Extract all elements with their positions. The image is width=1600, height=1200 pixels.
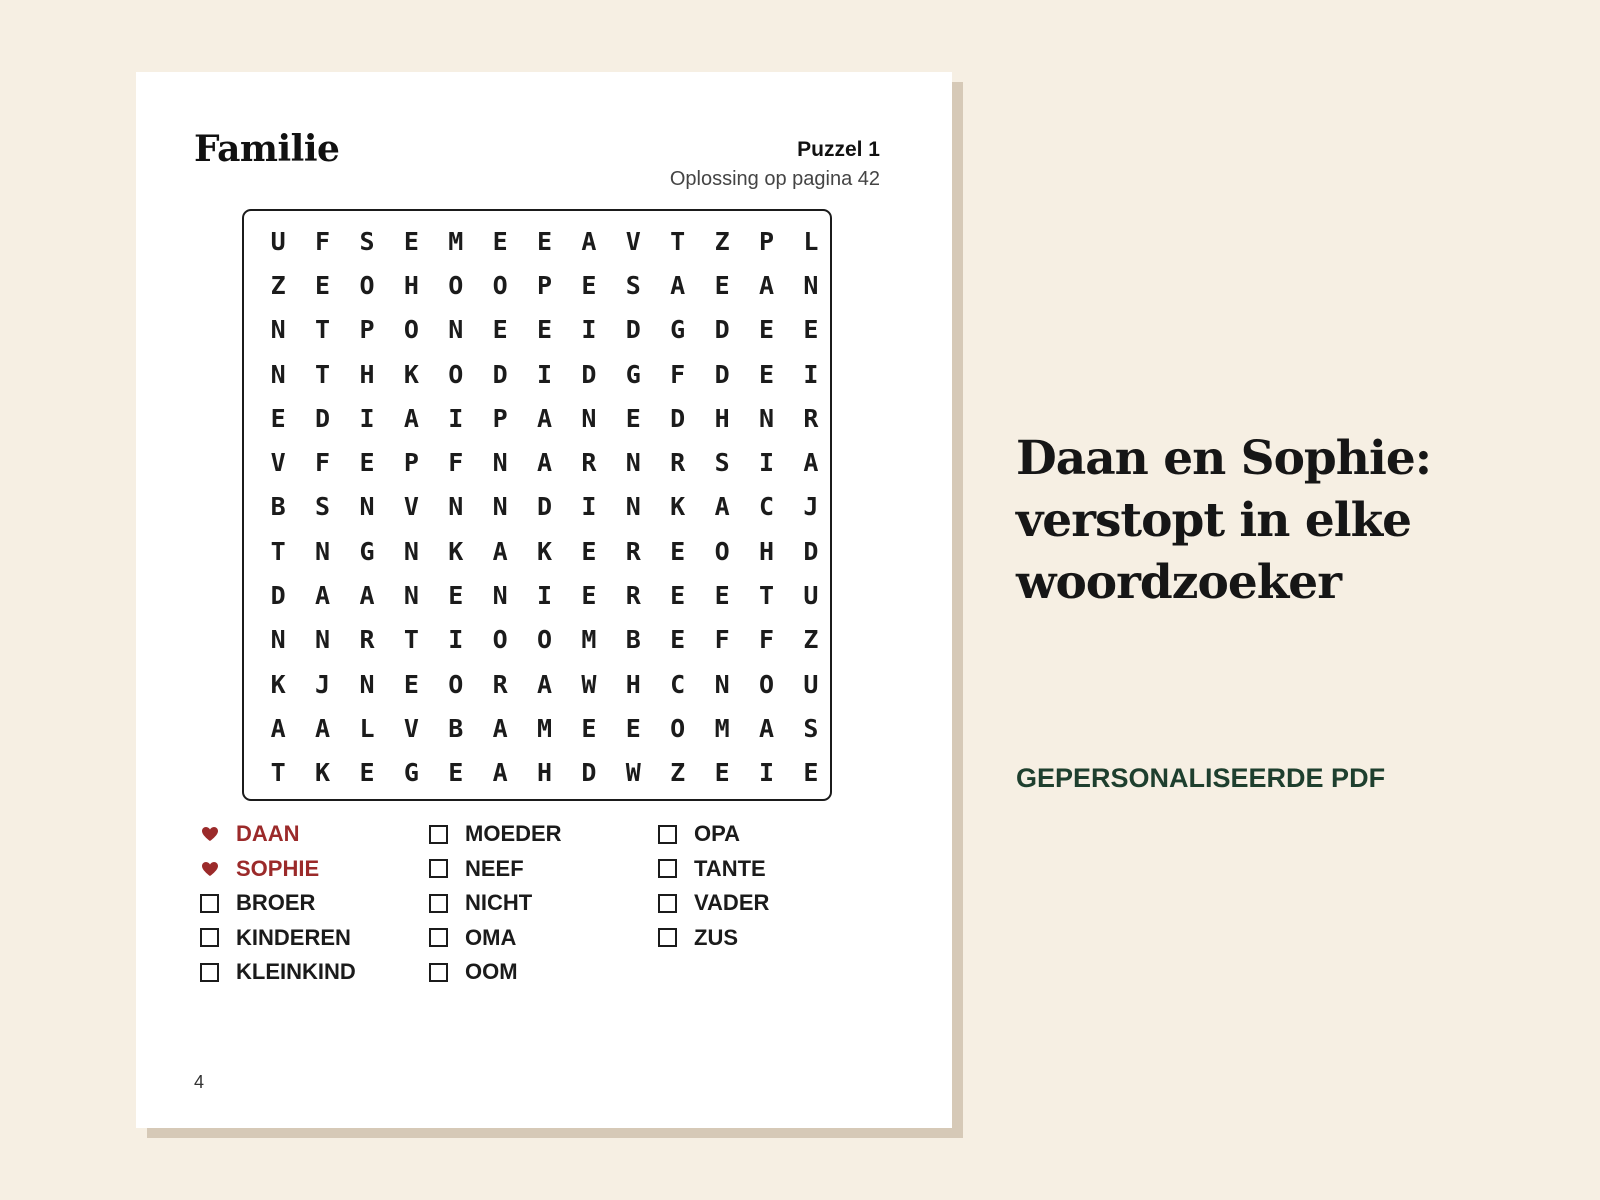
word-list-item xyxy=(200,852,429,887)
grid-letter: B xyxy=(625,625,641,655)
word-label: ZUS xyxy=(694,924,738,950)
grid-letter: N xyxy=(315,536,331,566)
grid-letter: O xyxy=(537,625,553,655)
grid-letter: S xyxy=(714,448,730,478)
word-list-item xyxy=(200,886,429,921)
grid-letter: P xyxy=(758,226,775,256)
grid-letter: N xyxy=(492,448,508,478)
grid-letter: N xyxy=(714,669,730,699)
grid-letter: D xyxy=(492,359,508,389)
grid-letter: E xyxy=(492,226,508,256)
grid-letter: T xyxy=(670,226,686,256)
grid-letter: T xyxy=(315,359,331,389)
checkbox[interactable] xyxy=(658,825,677,844)
grid-letter: A xyxy=(403,403,419,433)
word-list-item xyxy=(429,921,658,956)
grid-letter: P xyxy=(403,448,419,478)
grid-letter: E xyxy=(670,581,686,611)
checkbox[interactable] xyxy=(429,859,448,878)
grid-letter: O xyxy=(403,315,419,345)
grid-letter: N xyxy=(492,492,508,522)
grid-letter: G xyxy=(403,758,419,788)
grid-letter: E xyxy=(537,226,553,256)
grid-letter: H xyxy=(758,536,775,566)
grid-letter: P xyxy=(359,315,375,345)
grid-letter: T xyxy=(315,315,331,345)
grid-letter: E xyxy=(359,448,375,478)
grid-letter: E xyxy=(758,359,775,389)
grid-letter: B xyxy=(448,713,464,743)
word-list-item xyxy=(429,955,658,990)
grid-letter: S xyxy=(315,492,331,522)
headline-line: Daan en Sophie: xyxy=(1016,431,1432,486)
grid-letter: I xyxy=(581,492,597,522)
grid-letter: D xyxy=(670,403,686,433)
grid-letter: H xyxy=(714,403,730,433)
grid-letter: N xyxy=(581,403,597,433)
word-list-item xyxy=(658,852,887,887)
checkbox[interactable] xyxy=(658,894,677,913)
checkbox[interactable] xyxy=(200,928,219,947)
grid-letter: M xyxy=(448,226,464,256)
grid-letter: I xyxy=(758,448,775,478)
grid-letter: E xyxy=(403,669,419,699)
grid-letter: T xyxy=(758,581,775,611)
grid-letter: U xyxy=(803,581,819,611)
grid-letter: K xyxy=(270,669,286,699)
word-list-item xyxy=(658,886,887,921)
grid-letter: A xyxy=(803,448,819,478)
grid-letter: M xyxy=(537,713,553,743)
grid-letter: I xyxy=(537,581,553,611)
grid-letter: A xyxy=(758,270,775,300)
grid-letter: P xyxy=(492,403,508,433)
grid-letter: E xyxy=(403,226,419,256)
grid-letter: A xyxy=(670,270,686,300)
word-list-item xyxy=(658,817,887,852)
solution-reference: Oplossing op pagina 42 xyxy=(669,168,880,190)
grid-letter: A xyxy=(315,713,331,743)
grid-letter: N xyxy=(758,403,775,433)
grid-letter: O xyxy=(448,359,464,389)
grid-letter: A xyxy=(581,226,597,256)
word-label: DAAN xyxy=(236,821,300,847)
grid-letter: R xyxy=(803,403,819,433)
grid-letter: A xyxy=(537,403,553,433)
grid-letter: I xyxy=(803,359,819,389)
grid-letter: E xyxy=(492,315,508,345)
grid-letter: N xyxy=(359,669,375,699)
grid-letter: M xyxy=(581,625,597,655)
grid-letter: A xyxy=(714,492,730,522)
page-title: Familie xyxy=(194,128,340,170)
promo-headline xyxy=(1016,428,1536,614)
grid-letter: A xyxy=(537,669,553,699)
grid-letter: F xyxy=(714,625,730,655)
grid-letter: H xyxy=(537,758,553,788)
grid-letter: D xyxy=(537,492,553,522)
grid-letter: A xyxy=(492,536,508,566)
grid-letter: J xyxy=(803,492,819,522)
grid-letter: D xyxy=(581,758,597,788)
grid-letter: E xyxy=(625,713,641,743)
grid-letter: N xyxy=(270,625,286,655)
grid-letter: R xyxy=(359,625,375,655)
grid-letter: A xyxy=(758,713,775,743)
word-label: NICHT xyxy=(465,890,533,916)
grid-letter: O xyxy=(492,625,508,655)
grid-letter: E xyxy=(581,536,597,566)
grid-letter: E xyxy=(670,536,686,566)
grid-letter: G xyxy=(670,315,686,345)
grid-letter: E xyxy=(625,403,641,433)
grid-letter: N xyxy=(448,492,464,522)
grid-letter: N xyxy=(448,315,464,345)
grid-letter: F xyxy=(758,625,775,655)
grid-letter: E xyxy=(714,270,730,300)
grid-letter: F xyxy=(315,448,331,478)
word-search-grid-frame xyxy=(242,209,832,801)
grid-letter: B xyxy=(270,492,286,522)
grid-letter: I xyxy=(448,403,464,433)
word-label: OOM xyxy=(465,959,518,985)
grid-letter: A xyxy=(492,758,508,788)
word-label: BROER xyxy=(236,890,316,916)
checkbox[interactable] xyxy=(429,825,448,844)
grid-letter: R xyxy=(625,536,641,566)
grid-letter: P xyxy=(537,270,553,300)
grid-letter: A xyxy=(537,448,553,478)
grid-letter: E xyxy=(315,270,331,300)
grid-letter: A xyxy=(270,713,286,743)
grid-letter: F xyxy=(448,448,464,478)
word-list-item xyxy=(429,886,658,921)
grid-letter: N xyxy=(403,536,419,566)
grid-letter: N xyxy=(492,581,508,611)
word-label: KINDEREN xyxy=(236,924,351,950)
checkbox[interactable] xyxy=(658,859,677,878)
promo-tagline: GEPERSONALISEERDE PDF xyxy=(1016,763,1386,793)
grid-letter: E xyxy=(670,625,686,655)
grid-letter: O xyxy=(670,713,686,743)
grid-letter: U xyxy=(270,226,286,256)
grid-letter: E xyxy=(803,758,819,788)
grid-letter: N xyxy=(625,492,641,522)
checkbox[interactable] xyxy=(200,963,219,982)
grid-letter: C xyxy=(758,492,775,522)
headline-line: woordzoeker xyxy=(1016,555,1341,610)
word-label: OPA xyxy=(694,821,741,847)
grid-letter: I xyxy=(448,625,464,655)
grid-letter: K xyxy=(537,536,553,566)
grid-letter: E xyxy=(581,270,597,300)
grid-letter: F xyxy=(315,226,331,256)
grid-letter: I xyxy=(758,758,775,788)
grid-letter: V xyxy=(403,713,419,743)
checkbox[interactable] xyxy=(429,928,448,947)
grid-letter: E xyxy=(359,758,375,788)
grid-letter: R xyxy=(625,581,641,611)
grid-letter: R xyxy=(670,448,686,478)
word-label: SOPHIE xyxy=(236,855,320,881)
grid-letter: F xyxy=(670,359,686,389)
page-number: 4 xyxy=(194,1072,205,1092)
grid-letter: Z xyxy=(803,625,819,655)
word-label: VADER xyxy=(694,890,770,916)
grid-letter: V xyxy=(403,492,419,522)
grid-letter: H xyxy=(403,270,419,300)
checkbox[interactable] xyxy=(658,928,677,947)
grid-letter: K xyxy=(448,536,464,566)
grid-letter: H xyxy=(359,359,375,389)
puzzle-number: Puzzel 1 xyxy=(797,138,880,161)
grid-letter: Z xyxy=(270,270,286,300)
grid-letter: G xyxy=(625,359,641,389)
checkbox[interactable] xyxy=(200,894,219,913)
grid-letter: E xyxy=(448,758,464,788)
word-label: NEEF xyxy=(465,855,524,881)
grid-letter: E xyxy=(714,758,730,788)
grid-letter: L xyxy=(803,226,819,256)
heart-icon xyxy=(200,859,219,878)
grid-letter: E xyxy=(803,315,819,345)
grid-letter: Z xyxy=(714,226,730,256)
grid-letter: U xyxy=(803,669,819,699)
grid-letter: A xyxy=(359,581,375,611)
grid-letter: D xyxy=(270,581,286,611)
word-list-item xyxy=(200,817,429,852)
grid-letter: O xyxy=(714,536,730,566)
grid-letter: E xyxy=(714,581,730,611)
grid-letter: E xyxy=(581,713,597,743)
grid-letter: I xyxy=(537,359,553,389)
word-label: OMA xyxy=(465,924,517,950)
word-label: KLEINKIND xyxy=(236,959,356,985)
word-label: TANTE xyxy=(694,855,766,881)
headline-line: verstopt in elke xyxy=(1016,493,1412,548)
grid-letter: T xyxy=(270,536,286,566)
grid-letter: A xyxy=(315,581,331,611)
grid-letter: I xyxy=(359,403,375,433)
word-list-item xyxy=(429,852,658,887)
word-list-item xyxy=(200,921,429,956)
grid-letter: M xyxy=(714,713,730,743)
grid-letter: D xyxy=(581,359,597,389)
grid-letter: D xyxy=(714,359,730,389)
grid-letter: O xyxy=(359,270,375,300)
grid-letter: K xyxy=(315,758,331,788)
grid-letter: D xyxy=(315,403,331,433)
grid-letter: K xyxy=(670,492,686,522)
grid-letter: E xyxy=(581,581,597,611)
grid-letter: V xyxy=(270,448,286,478)
heart-icon xyxy=(200,825,219,844)
grid-letter: R xyxy=(492,669,508,699)
word-list-item xyxy=(429,817,658,852)
grid-letter: I xyxy=(581,315,597,345)
grid-letter: S xyxy=(625,270,641,300)
grid-letter: N xyxy=(803,270,819,300)
grid-letter: E xyxy=(537,315,553,345)
grid-letter: D xyxy=(803,536,819,566)
grid-letter: N xyxy=(270,315,286,345)
grid-letter: N xyxy=(315,625,331,655)
grid-letter: N xyxy=(625,448,641,478)
grid-letter: R xyxy=(581,448,597,478)
grid-letter: N xyxy=(403,581,419,611)
grid-letter: C xyxy=(670,669,686,699)
grid-letter: L xyxy=(359,713,375,743)
grid-letter: E xyxy=(270,403,286,433)
grid-letter: K xyxy=(403,359,419,389)
word-search-grid xyxy=(256,219,820,795)
grid-letter: O xyxy=(492,270,508,300)
grid-letter: N xyxy=(359,492,375,522)
puzzle-page xyxy=(136,72,952,1128)
checkbox[interactable] xyxy=(429,894,448,913)
grid-letter: V xyxy=(625,226,641,256)
grid-letter: A xyxy=(492,713,508,743)
grid-letter: T xyxy=(270,758,286,788)
grid-letter: J xyxy=(315,669,331,699)
grid-letter: O xyxy=(758,669,775,699)
checkbox[interactable] xyxy=(429,963,448,982)
grid-letter: W xyxy=(625,758,641,788)
grid-letter: H xyxy=(625,669,641,699)
grid-letter: E xyxy=(448,581,464,611)
grid-letter: O xyxy=(448,270,464,300)
grid-letter: G xyxy=(359,536,375,566)
word-list-item xyxy=(658,921,887,956)
word-list xyxy=(200,817,900,990)
grid-letter: D xyxy=(625,315,641,345)
grid-letter: O xyxy=(448,669,464,699)
grid-letter: T xyxy=(403,625,419,655)
grid-letter: N xyxy=(270,359,286,389)
word-label: MOEDER xyxy=(465,821,562,847)
grid-letter: D xyxy=(714,315,730,345)
grid-letter: E xyxy=(758,315,775,345)
grid-letter: Z xyxy=(670,758,686,788)
grid-letter: S xyxy=(359,226,375,256)
word-list-item xyxy=(200,955,429,990)
grid-letter: S xyxy=(803,713,819,743)
grid-letter: W xyxy=(581,669,597,699)
